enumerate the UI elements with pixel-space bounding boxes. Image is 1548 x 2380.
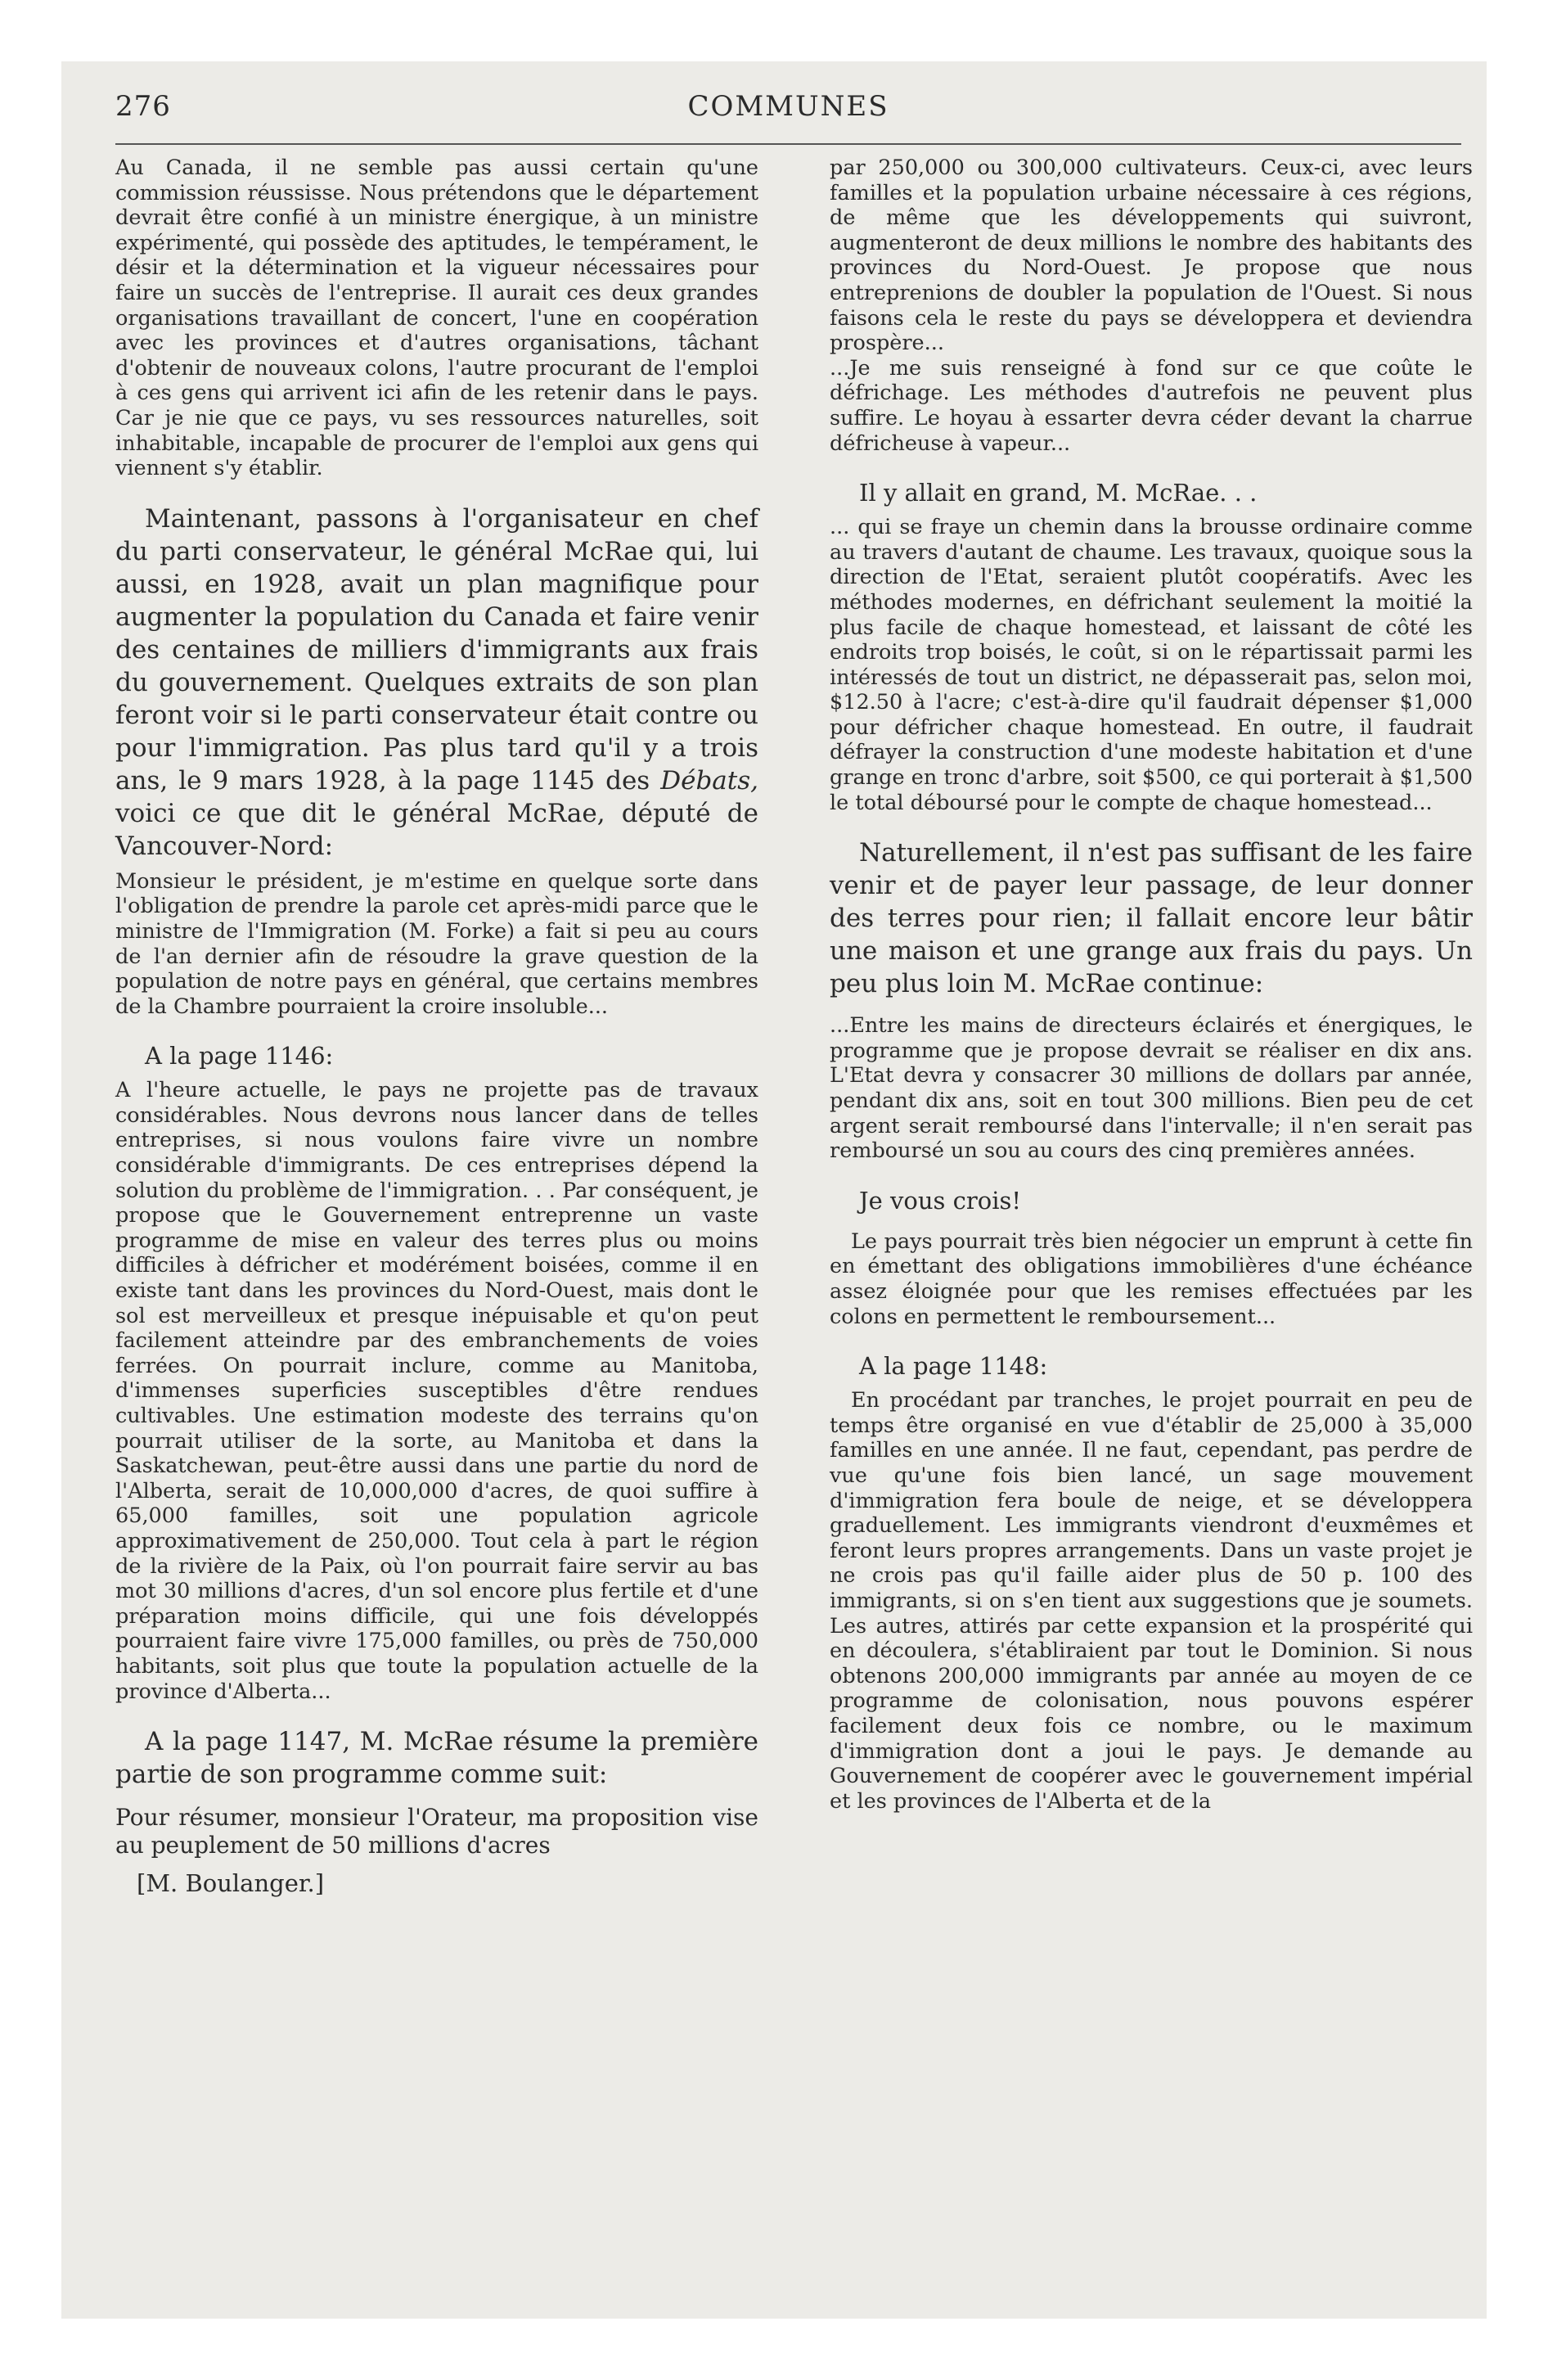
quote-paragraph: ... qui se fraye un chemin dans la brousse ordinaire comme au travers d'autant de chaume. Les travaux, quoique sous la direction de l'Etat, seraient plutôt coopératifs. Avec les méthodes modernes, en défrichant seulement la moitié la plus facile de chaque homestead, et laissant de côté les endroits trop boisés, le coût, si on le répartissait parmi les intéressés de tout un district, ne dépasserait pas, selon moi, $12.50 à l'acre; c'est-à-dire qu'il faudrait dépenser $1,000 pour défricher chaque homestead. En outre, il faudrait défrayer la construction d'une modeste habitation et d'une grange en tronc d'arbre, soit $500, ce qui porterait à $1,500 le total déboursé pour le compte de chaque homestead... [830,515,1473,815]
quote-paragraph: Le pays pourrait très bien négocier un emprunt à cette fin en émettant des obligations immobilières d'une échéance assez éloignée pour que les remises effectuées par les colons en permettent le remboursement... [830,1228,1473,1329]
page-reference: A la page 1146: [145,1042,334,1071]
quote-paragraph: A l'heure actuelle, le pays ne projette pas de travaux considérables. Nous devrons nous lancer dans de telles entreprises, si nous voulons faire vivre un nombre considérable d'immigrants. De ces entreprises dépend la solution du problème de l'immigration. . . Par conséquent, je propose que le Gouvernement entreprenne un vaste programme de mise en valeur des terres plus ou moins difficiles à défricher et modérément boisées, comme il en existe tant dans les provinces du Nord-Ouest, mais dont le sol est merveilleux et presque inépuisable et qu'on peut facilement atteindre par des embranchements de voies ferrées. On pourrait inclure, comme au Manitoba, d'immenses superficies susceptibles d'être rendues cultivables. Une estimation modeste des terrains qu'on pourrait utiliser de la sorte, au Manitoba et dans la Saskatchewan, peut-être aussi dans une partie du nord de l'Alberta, serait de 10,000,000 d'acres, de quoi suffire à 65,000 familles, soit une population agricole approximativement de 250,000. Tout cela à part le région de la rivière de la Paix, où l'on pourrait faire servir au bas mot 30 millions d'acres, d'un sol encore plus fertile et d'une préparation moins difficile, qui une fois développés pourraient faire vivre 175,000 familles, ou près de 750,000 habitants, soit plus que toute la population actuelle de la province d'Alberta... [115,1078,758,1704]
page-number: 276 [115,90,171,123]
body-paragraph: Naturellement, il n'est pas suffisant de les faire venir et de payer leur passage, de leur donner des terres pour rien; il fallait encore leur bâtir une maison et une grange aux frais du pays. Un peu plus loin M. McRae continue: [830,838,1473,999]
quote-paragraph: En procédant par tranches, le projet pourrait en peu de temps être organisé en vue d'établir de 25,000 à 35,000 familles en une année. Il ne faut, cependant, pas perdre de vue qu'une fois bien lancé, un sage mouvement d'immigration fera boule de neige, et se développera graduellement. Les immigrants viendront d'euxmêmes et feront leurs propres arrangements. Dans un vaste projet je ne crois pas qu'il faille aider plus de 50 p. 100 des immigrants, si on s'en tient aux suggestions que je soumets. Les autres, attirés par cette expansion et la prospérité qui en découlera, s'établiraient par tout le Dominion. Si nous obtenons 200,000 immigrants par année au moyen de ce programme de colonisation, nous pouvons espérer facilement deux fois ce nombre, ou le maximum d'immigration dont a joui le pays. Je demande au Gouvernement de coopérer avec le gouvernement impérial et les provinces de l'Alberta et de la [830,1388,1473,1814]
running-title: COMMUNES [687,90,889,123]
body-paragraph: A la page 1147, M. McRae résume la première partie de son programme comme suit: [115,1727,758,1790]
quote-paragraph: par 250,000 ou 300,000 cultivateurs. Ceux-ci, avec leurs familles et la population urbaine nécessaire à ces régions, de même que les développements qui suivront, augmenteront de deux millions le nombre des habitants des provinces du Nord-Ouest. Je propose que nous entreprenions de doubler la population de l'Ouest. Si nous faisons cela le reste du pays se développera et deviendra prospère... [830,156,1473,356]
quote-paragraph: Au Canada, il ne semble pas aussi certain qu'une commission réussisse. Nous prétendons que le département devrait être confié à un ministre énergique, à un ministre expérimenté, qui possède des aptitudes, le tempérament, le désir et la détermination et la vigueur nécessaires pour faire un succès de l'entreprise. Il aurait ces deux grandes organisations travaillant de concert, l'une en coopération avec les provinces et d'autres organisations, tâchant d'obtenir de nouveaux colons, l'autre procurant de l'emploi à ces gens qui arrivent ici afin de les retenir dans le pays. Car je nie que ce pays, vu ses ressources naturelles, soit inhabitable, incapable de procurer de l'emploi aux gens qui viennent s'y établir. [115,156,758,481]
body-text: voici ce que dit le général McRae, député de Vancouver-Nord: [115,798,758,861]
left-column [115,156,758,1899]
speaker-attribution: [M. Boulanger.] [137,1869,325,1898]
right-column [830,156,1473,1814]
page-reference: A la page 1148: [859,1352,1048,1381]
page-header [115,90,1461,133]
quote-paragraph: ...Entre les mains de directeurs éclairés et énergiques, le programme que je propose devrait se réaliser en dix ans. L'Etat devra y consacrer 30 millions de dollars par année, pendant dix ans, soit en tout 300 millions. Bien peu de cet argent serait remboursé dans l'intervalle; il n'en serait pas remboursé un sou au cours des cinq premières années. [830,1013,1473,1164]
body-paragraph [115,503,758,863]
header-rule [115,143,1461,145]
body-text: Maintenant, passons à l'organisateur en chef du parti conservateur, le général McRae qui, lui aussi, en 1928, avait un plan magnifique pour augmenter la population du Canada et faire venir des centaines de milliers d'immigrants aux frais du gouvernement. Quelques extraits de son plan feront voir si le parti conservateur était contre ou pour l'immigration. Pas plus tard qu'il y a trois ans, le 9 mars 1928, à la page 1145 des [115,503,758,796]
body-paragraph: Il y allait en grand, M. McRae. . . [859,479,1258,507]
body-paragraph: Je vous crois! [859,1186,1022,1215]
debats-citation: Débats, [660,765,758,796]
quote-paragraph: Pour résumer, monsieur l'Orateur, ma proposition vise au peuplement de 50 millions d'acres [115,1804,758,1859]
quote-paragraph: Monsieur le président, je m'estime en quelque sorte dans l'obligation de prendre la parole cet après-midi parce que le ministre de l'Immigration (M. Forke) a fait si peu au cours de l'an dernier afin de résoudre la grave question de la population de notre pays en général, que certains membres de la Chambre pourraient la croire insoluble... [115,868,758,1019]
quote-paragraph: ...Je me suis renseigné à fond sur ce que coûte le défrichage. Les méthodes d'autrefois ne peuvent plus suffire. Le hoyau à essarter devra céder devant la charrue défricheuse à vapeur... [830,355,1473,456]
